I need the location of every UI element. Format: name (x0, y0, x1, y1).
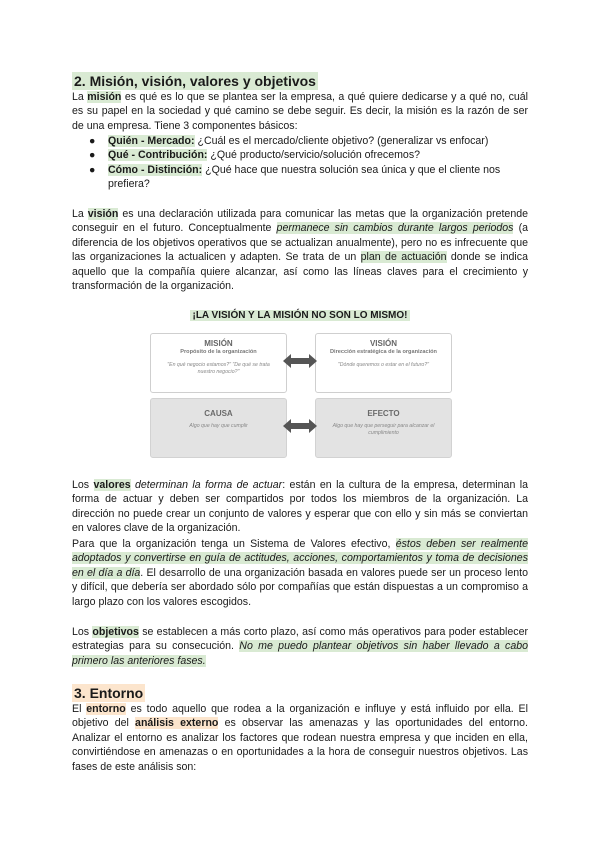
sistema-valores-paragraph: Para que la organización tenga un Sistema de Valores efectivo, éstos deben ser realmente adoptados y convertirse en guía de actitudes, acciones, comportamientos y toma de decisiones en el día a día. El desarrollo de una organización basada en valores puede ser un proceso lento y difícil, que debería ser abordado sólo por compañías que están dispuestas a un compromiso a largo plazo con los valores escogidos. (72, 538, 529, 608)
vision-paragraph: La visión es una declaración utilizada para comunicar las metas que la organización pretende conseguir en el futuro. Conceptualmente permanece sin cambios durante largos periodos (a diferencia de los objetivos operativos que se actualizan anualmente), pero no es infrecuente que las organizaciones la actualicen y adapten. Se trata de un plan de actuación donde se indica aquello que la compañía quiere alcanzar, así como las líneas claves para el crecimiento y transformación de la organización. (72, 208, 528, 293)
term-mision: misión (87, 91, 122, 103)
card-causa: CAUSA Algo que hay que cumplir (150, 398, 287, 458)
mision-paragraph: La misión es qué es lo que se plantea ser la empresa, a qué quiere dedicarse y a qué no, cuál es su papel en la sociedad y qué camino se debe seguir. Es decir, la misión es la razón de ser de una empresa. Tiene 3 componentes básicos: (72, 91, 529, 132)
mision-components-list (72, 134, 528, 192)
double-arrow-icon (283, 418, 317, 434)
bullet-icon: ● (89, 163, 96, 176)
list-item: ● Cómo - Distinción: ¿Qué hace que nuestra solución sea única y que el cliente nos prefiera? (89, 163, 501, 191)
term-objetivos: objetivos (92, 626, 139, 638)
card-mision: MISIÓN Propósito de la organización "En qué negocio estamos?" "De qué se trata nuestro negocio?" (150, 333, 287, 393)
double-arrow-icon (283, 353, 317, 369)
objetivos-paragraph: Los objetivos se establecen a más corto plazo, así como más operativos para poder establecer estrategias para su consecución. No me puedo plantear objetivos sin haber llevado a cabo primero las anteriores fases. (72, 626, 528, 667)
section-title-entorno: 3. Entorno (74, 685, 144, 701)
bullet-icon: ● (89, 149, 96, 162)
list-item: ● Quién - Mercado: ¿Cuál es el mercado/cliente objetivo? (generalizar vs enfocar) (89, 135, 489, 147)
bullet-icon: ● (89, 135, 96, 147)
section-title-mision: 2. Misión, visión, valores y objetivos (74, 73, 316, 89)
list-item: ● Qué - Contribución: ¿Qué producto/servicio/solución ofrecemos? (89, 149, 421, 162)
term-vision: visión (87, 208, 119, 220)
term-analisis-externo: análisis externo (135, 717, 219, 730)
term-entorno: entorno (86, 703, 126, 715)
entorno-paragraph: El entorno es todo aquello que rodea a la organización e influye y está influido por ella. El objetivo del análisis externo es observar las amenazas y las oportunidades del entorno. Analizar el entorno es analizar los factores que rodean nuestra empresa y que inciden en ella, convirtiéndose en amenazas o en oportunidades a la hora de conseguir nuestros objetivos. Las fases de este análisis son: (72, 703, 528, 773)
valores-paragraph: Los valores determinan la forma de actuar: están en la cultura de la empresa, determinan la forma de actuar y deben ser compartidos por todos los miembros de la organización. La dirección no puede crear un conjunto de valores y esperar que con ello y sin más se conviertan en valores clave de la organización. (72, 479, 528, 535)
term-valores: valores (93, 479, 131, 491)
card-efecto: EFECTO Algo que hay que perseguir para alcanzar el cumplimiento (315, 398, 452, 458)
card-vision: VISIÓN Dirección estratégica de la organización "Dónde queremos o estar en el futuro?" (315, 333, 452, 393)
figure-title: ¡LA VISIÓN Y LA MISIÓN NO SON LO MISMO! (192, 310, 408, 321)
